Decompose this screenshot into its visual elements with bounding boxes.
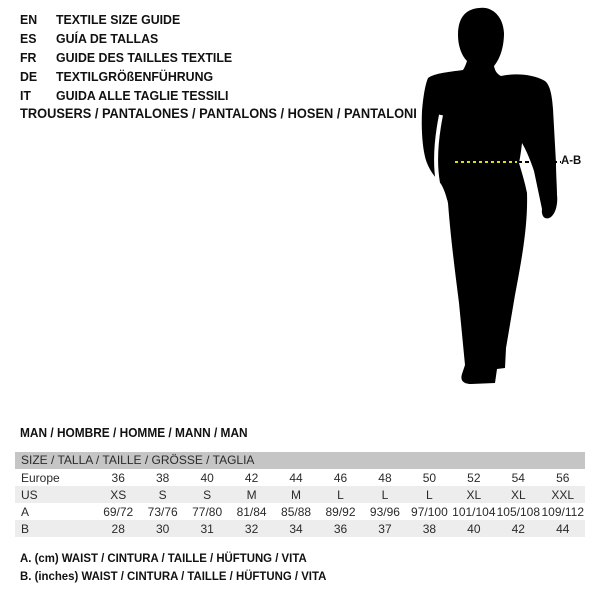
section-heading: MAN / HOMBRE / HOMME / MANN / MAN [20, 426, 248, 440]
row-label: Europe [21, 470, 60, 485]
table-cell: L [337, 487, 344, 502]
table-cell: M [246, 487, 257, 502]
language-list [20, 10, 241, 105]
measure-label: A-B [561, 153, 582, 167]
language-title: GUÍA DE TALLAS [56, 31, 159, 46]
table-cell: 38 [156, 470, 170, 485]
man-silhouette-icon [415, 3, 575, 395]
language-title: TEXTILE SIZE GUIDE [56, 12, 181, 27]
language-title: TEXTILGRÖßENFÜHRUNG [56, 69, 214, 84]
table-cell: 105/108 [496, 504, 540, 519]
table-cell: XXL [551, 487, 575, 502]
category-heading: TROUSERS / PANTALONES / PANTALONS / HOSEN / PANTALONI [20, 106, 417, 121]
language-title: GUIDA ALLE TAGLIE TESSILI [56, 88, 229, 103]
table-row [15, 520, 585, 537]
table-cell: 36 [111, 470, 125, 485]
table-row [15, 486, 585, 503]
table-cell: 50 [422, 470, 437, 485]
table-row [15, 503, 585, 520]
note-waist-inches: B. (inches) WAIST / CINTURA / TAILLE / HÜFTUNG / VITA [20, 568, 327, 583]
table-cell: 85/88 [281, 504, 312, 519]
table-cell: 56 [556, 470, 570, 485]
language-row [20, 67, 241, 86]
table-cell: 32 [244, 521, 259, 536]
table-row [15, 469, 585, 486]
language-code: IT [20, 88, 31, 103]
table-cell: 89/92 [325, 504, 356, 519]
table-cell: 38 [422, 521, 437, 536]
table-cell: 31 [200, 521, 214, 536]
table-cell: S [203, 487, 212, 502]
table-cell: 93/96 [369, 504, 400, 519]
table-cell: 81/84 [236, 504, 267, 519]
table-cell: 73/76 [147, 504, 178, 519]
figure-area [415, 3, 575, 395]
row-label: B [21, 521, 30, 536]
table-cell: 69/72 [103, 504, 134, 519]
table-cell: XS [110, 487, 127, 502]
table-cell: 54 [511, 470, 525, 485]
table-cell: 40 [467, 521, 481, 536]
language-row [20, 29, 241, 48]
language-row [20, 48, 241, 67]
table-cell: 40 [200, 470, 214, 485]
table-cell: L [381, 487, 389, 502]
row-label: US [21, 487, 38, 502]
table-cell: 97/100 [411, 504, 448, 519]
table-cell: 42 [244, 470, 259, 485]
table-cell: 77/80 [192, 504, 223, 519]
size-table-header: SIZE / TALLA / TAILLE / GRÖSSE / TAGLIA [15, 452, 585, 469]
table-cell: XL [466, 487, 482, 502]
language-title: GUIDE DES TAILLES TEXTILE [56, 50, 233, 65]
language-code: FR [20, 50, 37, 65]
language-row [20, 86, 241, 105]
table-cell: 30 [156, 521, 170, 536]
table-cell: 37 [378, 521, 392, 536]
note-waist-cm: A. (cm) WAIST / CINTURA / TAILLE / HÜFTUNG / VITA [20, 551, 307, 565]
measurement-notes [20, 550, 342, 585]
table-cell: 44 [289, 470, 303, 485]
table-cell: S [158, 487, 167, 502]
table-cell: 52 [467, 470, 481, 485]
language-row [20, 10, 241, 29]
table-cell: 109/112 [541, 504, 584, 519]
table-cell: 44 [556, 521, 570, 536]
language-code: ES [20, 31, 37, 46]
table-cell: 46 [333, 470, 348, 485]
table-cell: L [426, 487, 433, 502]
table-cell: M [291, 487, 302, 502]
size-table [15, 452, 585, 537]
table-cell: 36 [333, 521, 348, 536]
language-code: EN [20, 12, 38, 27]
table-cell: 48 [378, 470, 392, 485]
language-code: DE [20, 69, 38, 84]
row-label: A [21, 504, 30, 519]
table-cell: XL [510, 487, 526, 502]
size-table-body [15, 469, 585, 537]
table-cell: 28 [111, 521, 125, 536]
table-cell: 42 [511, 521, 525, 536]
table-cell: 101/104 [452, 504, 496, 519]
table-cell: 34 [289, 521, 303, 536]
